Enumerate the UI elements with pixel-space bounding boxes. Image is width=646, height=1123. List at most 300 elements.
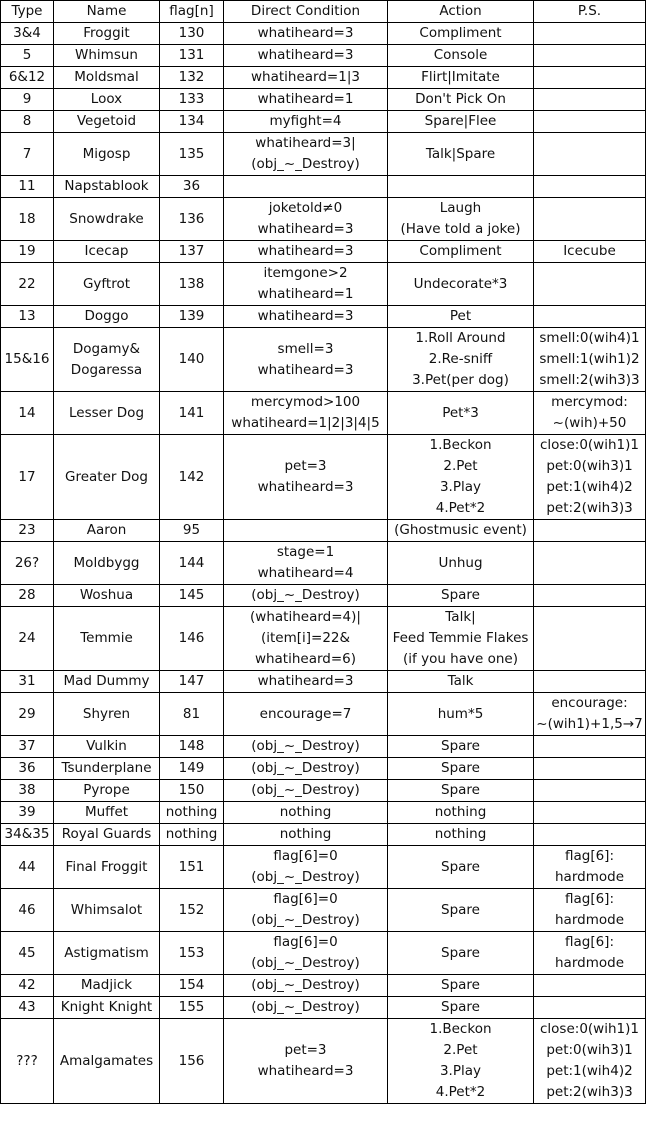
- cell-line: flag[6]:: [564, 848, 615, 864]
- cell-line: mercymod:: [551, 394, 628, 410]
- cell-line: Spare|Flee: [424, 113, 497, 129]
- table-row: [1, 89, 646, 111]
- cell-line: ~(wih)+50: [552, 415, 627, 431]
- ps-cell: [534, 23, 646, 45]
- name-cell: Icecap: [54, 241, 160, 263]
- name-cell: Mad Dummy: [54, 671, 160, 693]
- cell-line: (obj_~_Destroy): [251, 955, 360, 971]
- type-cell: 18: [1, 198, 54, 241]
- ps-cell: [534, 67, 646, 89]
- cell-line: smell:0(wih4)1: [539, 330, 640, 346]
- condition-cell: [224, 241, 388, 263]
- action-cell: [388, 45, 534, 67]
- cell-line: myfight=4: [269, 113, 342, 129]
- condition-cell: [224, 542, 388, 585]
- table-row: [1, 198, 646, 241]
- table-row: [1, 111, 646, 133]
- ps-cell: [534, 306, 646, 328]
- name-cell: Knight Knight: [54, 997, 160, 1019]
- table-row: [1, 975, 646, 997]
- flag-cell: 144: [160, 542, 224, 585]
- condition-cell: [224, 435, 388, 520]
- cell-line: Feed Temmie Flakes: [392, 630, 529, 646]
- name-cell: Whimsalot: [54, 889, 160, 932]
- ps-cell: [534, 585, 646, 607]
- name-cell: Amalgamates: [54, 1019, 160, 1104]
- type-cell: 5: [1, 45, 54, 67]
- type-cell: 15&16: [1, 328, 54, 392]
- name-cell: Moldbygg: [54, 542, 160, 585]
- action-cell: [388, 241, 534, 263]
- cell-line: 1.Roll Around: [415, 330, 506, 346]
- condition-cell: [224, 671, 388, 693]
- cell-line: Compliment: [419, 25, 502, 41]
- name-cell: Greater Dog: [54, 435, 160, 520]
- flag-cell: 36: [160, 176, 224, 198]
- action-cell: [388, 542, 534, 585]
- type-cell: 37: [1, 736, 54, 758]
- cell-line: whatiheard=3: [257, 308, 354, 324]
- condition-cell: [224, 932, 388, 975]
- ps-cell: [534, 133, 646, 176]
- cell-line: whatiheard=1: [257, 91, 354, 107]
- cell-line: smell:1(wih1)2: [539, 351, 640, 367]
- cell-line: 1.Beckon: [429, 437, 492, 453]
- ps-cell: [534, 89, 646, 111]
- cell-line: close:0(wih1)1: [540, 437, 639, 453]
- name-cell: Migosp: [54, 133, 160, 176]
- cell-line: (obj_~_Destroy): [251, 156, 360, 172]
- flag-cell: 132: [160, 67, 224, 89]
- type-cell: 44: [1, 846, 54, 889]
- condition-cell: [224, 67, 388, 89]
- cell-line: ~(wih1)+1,5→7: [536, 716, 643, 732]
- cell-line: (whatiheard=4)|: [250, 609, 361, 625]
- ps-cell: [534, 889, 646, 932]
- cell-line: pet:1(wih4)2: [546, 1063, 633, 1079]
- table-row: [1, 846, 646, 889]
- table-row: [1, 133, 646, 176]
- cell-line: 2.Pet: [443, 1042, 478, 1058]
- cell-line: Spare: [441, 858, 480, 875]
- type-cell: 11: [1, 176, 54, 198]
- cell-line: whatiheard=1: [257, 286, 354, 302]
- type-cell: ???: [1, 1019, 54, 1104]
- condition-cell: [224, 802, 388, 824]
- cell-line: flag[6]=0: [273, 934, 338, 950]
- cell-line: close:0(wih1)1: [540, 1021, 639, 1037]
- ps-cell: [534, 198, 646, 241]
- name-cell: Snowdrake: [54, 198, 160, 241]
- action-cell: [388, 607, 534, 671]
- header-flag: flag[n]: [160, 1, 224, 23]
- name-cell: Loox: [54, 89, 160, 111]
- cell-line: 4.Pet*2: [435, 500, 486, 516]
- type-cell: 28: [1, 585, 54, 607]
- action-cell: [388, 198, 534, 241]
- cell-line: (obj_~_Destroy): [251, 869, 360, 885]
- action-cell: [388, 671, 534, 693]
- condition-cell: [224, 693, 388, 736]
- condition-cell: [224, 846, 388, 889]
- ps-cell: [534, 263, 646, 306]
- cell-line: pet:0(wih3)1: [546, 458, 633, 474]
- table-row: [1, 693, 646, 736]
- cell-line: (Have told a joke): [400, 221, 521, 237]
- type-cell: 14: [1, 392, 54, 435]
- flag-cell: 152: [160, 889, 224, 932]
- flag-cell: 153: [160, 932, 224, 975]
- condition-cell: [224, 520, 388, 542]
- condition-cell: [224, 585, 388, 607]
- condition-cell: [224, 824, 388, 846]
- cell-line: Compliment: [419, 243, 502, 259]
- ps-cell: [534, 607, 646, 671]
- condition-cell: [224, 975, 388, 997]
- cell-line: pet:2(wih3)3: [546, 1084, 633, 1100]
- flag-cell: 140: [160, 328, 224, 392]
- cell-line: Spare: [441, 977, 480, 993]
- table-row: [1, 306, 646, 328]
- cell-line: Don't Pick On: [415, 91, 506, 107]
- action-cell: [388, 889, 534, 932]
- ps-cell: [534, 176, 646, 198]
- type-cell: 42: [1, 975, 54, 997]
- cell-line: Spare: [441, 999, 480, 1015]
- ps-cell: [534, 758, 646, 780]
- table-row: [1, 607, 646, 671]
- cell-line: (obj_~_Destroy): [251, 999, 360, 1015]
- action-cell: [388, 802, 534, 824]
- condition-cell: [224, 306, 388, 328]
- header-ps: P.S.: [534, 1, 646, 23]
- cell-line: Spare: [441, 587, 480, 603]
- flag-cell: 131: [160, 45, 224, 67]
- cell-line: Flirt|Imitate: [421, 69, 500, 85]
- type-cell: 38: [1, 780, 54, 802]
- cell-line: 4.Pet*2: [435, 1084, 486, 1100]
- ps-cell: [534, 997, 646, 1019]
- table-row: [1, 758, 646, 780]
- type-cell: 23: [1, 520, 54, 542]
- cell-line: Unhug: [438, 554, 483, 571]
- cell-line: Dogaressa: [70, 361, 143, 378]
- ps-cell: [534, 780, 646, 802]
- cell-line: flag[6]:: [564, 934, 615, 950]
- flag-cell: 139: [160, 306, 224, 328]
- table-row: [1, 176, 646, 198]
- cell-line: (obj_~_Destroy): [251, 782, 360, 798]
- type-cell: 9: [1, 89, 54, 111]
- flag-cell: 134: [160, 111, 224, 133]
- condition-cell: [224, 23, 388, 45]
- name-cell: Shyren: [54, 693, 160, 736]
- flag-cell: 145: [160, 585, 224, 607]
- type-cell: 43: [1, 997, 54, 1019]
- ps-cell: [534, 975, 646, 997]
- action-cell: [388, 176, 534, 198]
- type-cell: 24: [1, 607, 54, 671]
- table-row: [1, 671, 646, 693]
- cell-line: 3.Pet(per dog): [412, 372, 509, 388]
- condition-cell: [224, 889, 388, 932]
- ps-cell: [534, 328, 646, 392]
- ps-cell: [534, 520, 646, 542]
- cell-line: Talk|: [445, 609, 476, 625]
- table-row: [1, 328, 646, 392]
- name-cell: Tsunderplane: [54, 758, 160, 780]
- type-cell: 34&35: [1, 824, 54, 846]
- cell-line: whatiheard=3|: [255, 135, 356, 151]
- cell-line: (obj_~_Destroy): [251, 760, 360, 776]
- header-condition: Direct Condition: [224, 1, 388, 23]
- cell-line: pet=3: [284, 1042, 327, 1058]
- ps-cell: [534, 693, 646, 736]
- cell-line: whatiheard=3: [257, 1063, 354, 1079]
- cell-line: joketold≠0: [268, 200, 343, 216]
- flag-cell: nothing: [160, 824, 224, 846]
- header-type: Type: [1, 1, 54, 23]
- cell-line: 2.Pet: [443, 458, 478, 474]
- table-row: [1, 520, 646, 542]
- table-row: [1, 736, 646, 758]
- flag-cell: 154: [160, 975, 224, 997]
- cell-line: Pet: [449, 308, 472, 324]
- ps-cell: [534, 45, 646, 67]
- cell-line: whatiheard=3: [257, 673, 354, 689]
- cell-line: 3.Play: [439, 479, 482, 495]
- type-cell: 3&4: [1, 23, 54, 45]
- table-row: [1, 392, 646, 435]
- cell-line: itemgone>2: [263, 265, 348, 281]
- action-cell: [388, 932, 534, 975]
- cell-line: Console: [433, 47, 488, 63]
- condition-cell: [224, 198, 388, 241]
- ps-cell: [534, 802, 646, 824]
- flag-cell: 147: [160, 671, 224, 693]
- cell-line: whatiheard=3: [257, 243, 354, 259]
- cell-line: flag[6]:: [564, 891, 615, 907]
- cell-line: 2.Re-sniff: [428, 351, 493, 367]
- condition-cell: [224, 758, 388, 780]
- action-cell: [388, 435, 534, 520]
- table-row: [1, 45, 646, 67]
- cell-line: flag[6]=0: [273, 891, 338, 907]
- type-cell: 31: [1, 671, 54, 693]
- action-cell: [388, 997, 534, 1019]
- ps-cell: [534, 392, 646, 435]
- name-cell: Madjick: [54, 975, 160, 997]
- table-row: [1, 542, 646, 585]
- name-cell: Woshua: [54, 585, 160, 607]
- table-row: [1, 997, 646, 1019]
- action-cell: [388, 736, 534, 758]
- flag-cell: 146: [160, 607, 224, 671]
- name-cell: Royal Guards: [54, 824, 160, 846]
- type-cell: 17: [1, 435, 54, 520]
- condition-cell: [224, 89, 388, 111]
- name-cell: Moldsmal: [54, 67, 160, 89]
- action-cell: [388, 824, 534, 846]
- cell-line: 3.Play: [439, 1063, 482, 1079]
- flag-cell: 136: [160, 198, 224, 241]
- name-cell: Aaron: [54, 520, 160, 542]
- flag-cell: 137: [160, 241, 224, 263]
- flag-cell: 151: [160, 846, 224, 889]
- cell-line: flag[6]=0: [273, 848, 338, 864]
- table-row: [1, 889, 646, 932]
- flag-cell: 138: [160, 263, 224, 306]
- cell-line: pet:0(wih3)1: [546, 1042, 633, 1058]
- flag-cell: 130: [160, 23, 224, 45]
- condition-cell: [224, 328, 388, 392]
- table-row: [1, 932, 646, 975]
- name-cell: Vegetoid: [54, 111, 160, 133]
- condition-cell: [224, 780, 388, 802]
- cell-line: whatiheard=3: [257, 361, 354, 378]
- action-cell: [388, 263, 534, 306]
- action-cell: [388, 306, 534, 328]
- condition-cell: [224, 263, 388, 306]
- ps-cell: [534, 671, 646, 693]
- table-row: [1, 241, 646, 263]
- ps-cell: [534, 932, 646, 975]
- name-cell: Pyrope: [54, 780, 160, 802]
- header-action: Action: [388, 1, 534, 23]
- cell-line: nothing: [279, 804, 332, 820]
- ps-cell: [534, 846, 646, 889]
- cell-line: pet:1(wih4)2: [546, 479, 633, 495]
- type-cell: 19: [1, 241, 54, 263]
- flag-cell: 149: [160, 758, 224, 780]
- cell-line: whatiheard=3: [257, 479, 354, 495]
- action-cell: [388, 328, 534, 392]
- cell-line: (obj_~_Destroy): [251, 912, 360, 928]
- cell-line: (Ghostmusic event): [394, 522, 527, 538]
- table-row: [1, 23, 646, 45]
- cell-line: nothing: [434, 804, 487, 820]
- cell-line: hardmode: [555, 912, 624, 928]
- flag-cell: 156: [160, 1019, 224, 1104]
- name-cell: Temmie: [54, 607, 160, 671]
- name-cell: Napstablook: [54, 176, 160, 198]
- cell-line: whatiheard=3: [257, 221, 354, 237]
- cell-line: whatiheard=3: [257, 25, 354, 41]
- type-cell: 13: [1, 306, 54, 328]
- cell-line: encourage=7: [259, 705, 352, 722]
- name-cell: Astigmatism: [54, 932, 160, 975]
- flag-cell: 150: [160, 780, 224, 802]
- table-row: [1, 1019, 646, 1104]
- cell-line: Talk: [447, 673, 474, 689]
- cell-line: Dogamy&: [72, 340, 141, 357]
- cell-line: encourage:: [551, 695, 628, 711]
- type-cell: 26?: [1, 542, 54, 585]
- flag-cell: 155: [160, 997, 224, 1019]
- cell-line: smell=3: [277, 340, 334, 357]
- name-cell: Final Froggit: [54, 846, 160, 889]
- condition-cell: [224, 736, 388, 758]
- name-cell: Lesser Dog: [54, 392, 160, 435]
- flag-cell: 95: [160, 520, 224, 542]
- action-cell: [388, 520, 534, 542]
- action-cell: [388, 23, 534, 45]
- cell-line: whatiheard=4: [257, 565, 354, 581]
- condition-cell: [224, 997, 388, 1019]
- type-cell: 8: [1, 111, 54, 133]
- table-row: [1, 67, 646, 89]
- action-cell: [388, 111, 534, 133]
- cell-line: (obj_~_Destroy): [251, 587, 360, 603]
- flag-cell: 133: [160, 89, 224, 111]
- name-cell: Muffet: [54, 802, 160, 824]
- ps-cell: [534, 241, 646, 263]
- condition-cell: [224, 1019, 388, 1104]
- name-cell: [54, 328, 160, 392]
- cell-line: stage=1: [276, 544, 335, 560]
- table-row: [1, 824, 646, 846]
- flag-cell: 81: [160, 693, 224, 736]
- cell-line: Spare: [441, 944, 480, 961]
- cell-line: hardmode: [555, 869, 624, 885]
- table-row: [1, 263, 646, 306]
- cell-line: whatiheard=3: [257, 47, 354, 63]
- ps-cell: [534, 435, 646, 520]
- action-cell: [388, 133, 534, 176]
- type-cell: 7: [1, 133, 54, 176]
- condition-cell: [224, 45, 388, 67]
- name-cell: Doggo: [54, 306, 160, 328]
- flag-cell: 135: [160, 133, 224, 176]
- condition-cell: [224, 176, 388, 198]
- type-cell: 39: [1, 802, 54, 824]
- cell-line: hum*5: [437, 705, 484, 722]
- action-cell: [388, 758, 534, 780]
- type-cell: 22: [1, 263, 54, 306]
- condition-cell: [224, 133, 388, 176]
- header-name: Name: [54, 1, 160, 23]
- action-cell: [388, 67, 534, 89]
- type-cell: 45: [1, 932, 54, 975]
- flag-cell: 141: [160, 392, 224, 435]
- cell-line: (obj_~_Destroy): [251, 738, 360, 754]
- action-cell: [388, 693, 534, 736]
- ps-cell: [534, 111, 646, 133]
- cell-line: Spare: [441, 738, 480, 754]
- type-cell: 36: [1, 758, 54, 780]
- cell-line: pet=3: [284, 458, 327, 474]
- action-cell: [388, 392, 534, 435]
- name-cell: Froggit: [54, 23, 160, 45]
- action-cell: [388, 89, 534, 111]
- cell-line: Spare: [441, 901, 480, 918]
- cell-line: nothing: [279, 826, 332, 842]
- cell-line: mercymod>100: [250, 394, 361, 410]
- action-cell: [388, 780, 534, 802]
- cell-line: nothing: [434, 826, 487, 842]
- ps-cell: [534, 1019, 646, 1104]
- table-row: [1, 435, 646, 520]
- cell-line: whatiheard=1|3: [251, 69, 360, 85]
- cell-line: Laugh: [439, 200, 482, 216]
- name-cell: Whimsun: [54, 45, 160, 67]
- ps-cell: [534, 824, 646, 846]
- name-cell: Gyftrot: [54, 263, 160, 306]
- table-row: [1, 780, 646, 802]
- type-cell: 46: [1, 889, 54, 932]
- table-body: [1, 23, 646, 1104]
- action-cell: [388, 1019, 534, 1104]
